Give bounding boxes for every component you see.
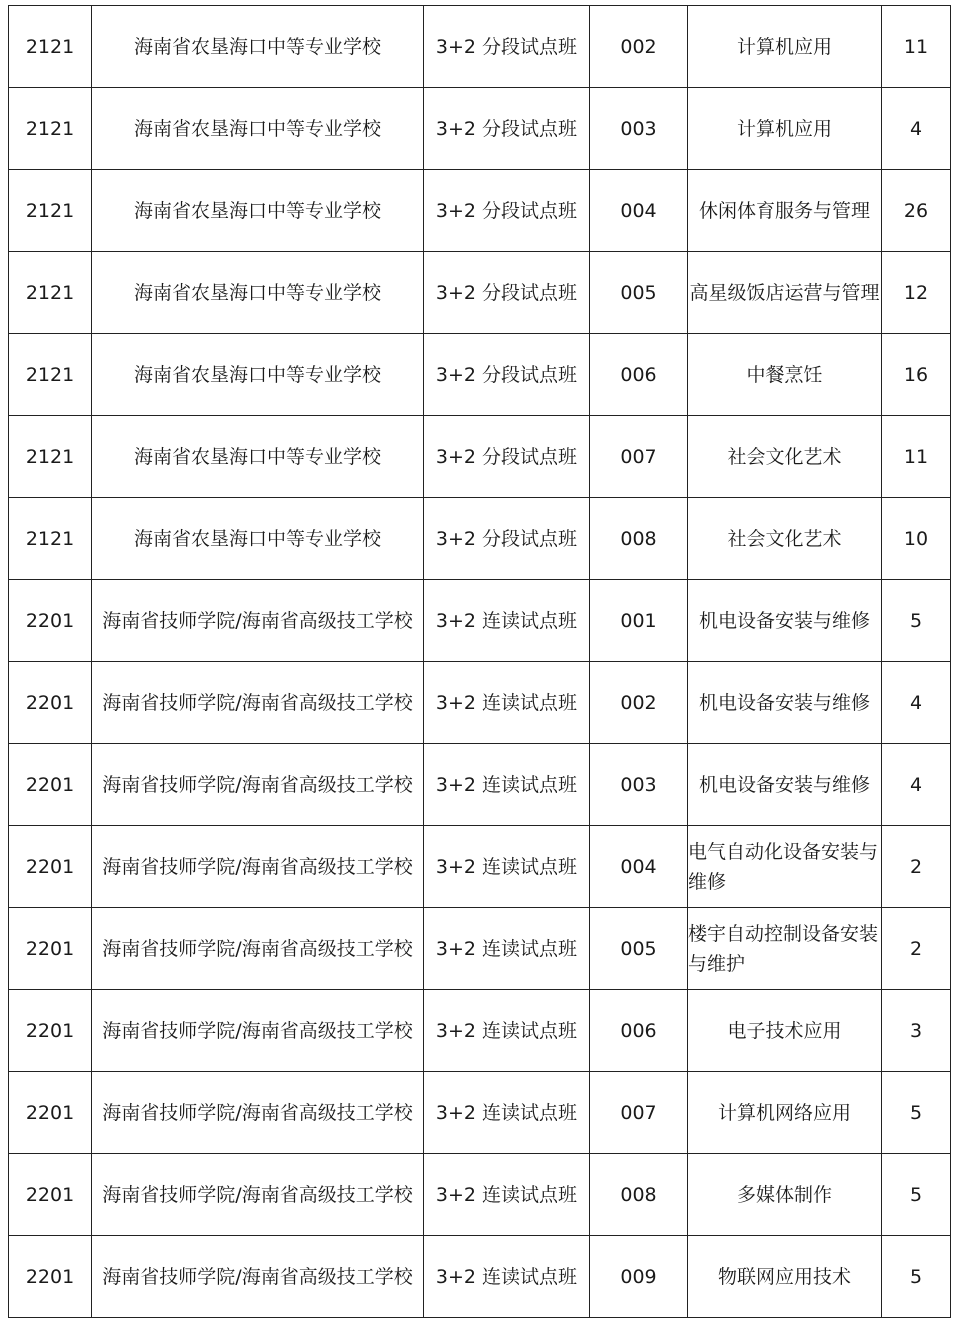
major-name-cell: 机电设备安装与维修 [688,662,882,744]
major-code-cell: 006 [590,334,688,416]
major-code-cell: 007 [590,416,688,498]
major-code-cell: 004 [590,170,688,252]
enrollment-count-cell: 26 [882,170,951,252]
enrollment-count-cell: 4 [882,662,951,744]
table-row [9,1236,951,1318]
school-name-cell: 海南省技师学院/海南省高级技工学校 [92,662,424,744]
school-name-cell: 海南省农垦海口中等专业学校 [92,170,424,252]
major-name-cell: 机电设备安装与维修 [688,744,882,826]
class-type-cell: 3+2 分段试点班 [424,498,590,580]
major-code-cell: 002 [590,6,688,88]
table-row [9,826,951,908]
enrollment-count-cell: 11 [882,416,951,498]
major-code-cell: 008 [590,1154,688,1236]
school-name-cell: 海南省农垦海口中等专业学校 [92,252,424,334]
class-type-cell: 3+2 分段试点班 [424,334,590,416]
major-code-cell: 007 [590,1072,688,1154]
class-type-cell: 3+2 分段试点班 [424,252,590,334]
school-code-cell: 2201 [9,1072,92,1154]
major-name-cell: 休闲体育服务与管理 [688,170,882,252]
major-name-cell: 机电设备安装与维修 [688,580,882,662]
major-name-cell: 计算机应用 [688,6,882,88]
enrollment-count-cell: 2 [882,826,951,908]
major-name-cell: 物联网应用技术 [688,1236,882,1318]
major-code-cell: 003 [590,744,688,826]
major-code-cell: 006 [590,990,688,1072]
school-name-cell: 海南省技师学院/海南省高级技工学校 [92,826,424,908]
table-row [9,990,951,1072]
enrollment-count-cell: 10 [882,498,951,580]
school-code-cell: 2201 [9,908,92,990]
school-code-cell: 2121 [9,252,92,334]
school-name-cell: 海南省农垦海口中等专业学校 [92,334,424,416]
major-code-cell: 005 [590,252,688,334]
school-name-cell: 海南省技师学院/海南省高级技工学校 [92,908,424,990]
major-code-cell: 008 [590,498,688,580]
enrollment-count-cell: 5 [882,1236,951,1318]
school-name-cell: 海南省技师学院/海南省高级技工学校 [92,1236,424,1318]
school-name-cell: 海南省农垦海口中等专业学校 [92,498,424,580]
class-type-cell: 3+2 分段试点班 [424,416,590,498]
school-name-cell: 海南省技师学院/海南省高级技工学校 [92,990,424,1072]
school-code-cell: 2201 [9,580,92,662]
table-row [9,88,951,170]
major-name-cell: 电气自动化设备安装与维修 [688,826,882,908]
enrollment-count-cell: 2 [882,908,951,990]
table-row [9,170,951,252]
class-type-cell: 3+2 分段试点班 [424,88,590,170]
school-name-cell: 海南省技师学院/海南省高级技工学校 [92,580,424,662]
table-row [9,744,951,826]
school-code-cell: 2201 [9,662,92,744]
major-name-cell: 社会文化艺术 [688,416,882,498]
table-row [9,1072,951,1154]
table-row [9,334,951,416]
school-code-cell: 2121 [9,6,92,88]
class-type-cell: 3+2 连读试点班 [424,908,590,990]
school-name-cell: 海南省农垦海口中等专业学校 [92,88,424,170]
school-code-cell: 2121 [9,498,92,580]
major-name-cell: 计算机网络应用 [688,1072,882,1154]
school-code-cell: 2201 [9,744,92,826]
class-type-cell: 3+2 连读试点班 [424,580,590,662]
table-row [9,498,951,580]
enrollment-count-cell: 4 [882,744,951,826]
school-name-cell: 海南省农垦海口中等专业学校 [92,6,424,88]
class-type-cell: 3+2 连读试点班 [424,1072,590,1154]
major-code-cell: 004 [590,826,688,908]
table-row [9,662,951,744]
enrollment-table [8,5,951,1318]
table-row [9,6,951,88]
class-type-cell: 3+2 连读试点班 [424,662,590,744]
table-row [9,416,951,498]
school-name-cell: 海南省技师学院/海南省高级技工学校 [92,1072,424,1154]
enrollment-count-cell: 3 [882,990,951,1072]
school-name-cell: 海南省农垦海口中等专业学校 [92,416,424,498]
table-row [9,908,951,990]
enrollment-count-cell: 5 [882,580,951,662]
school-code-cell: 2121 [9,88,92,170]
school-code-cell: 2121 [9,334,92,416]
enrollment-table-body [9,6,951,1318]
major-code-cell: 003 [590,88,688,170]
school-name-cell: 海南省技师学院/海南省高级技工学校 [92,1154,424,1236]
school-code-cell: 2121 [9,416,92,498]
class-type-cell: 3+2 分段试点班 [424,6,590,88]
major-name-cell: 多媒体制作 [688,1154,882,1236]
school-code-cell: 2121 [9,170,92,252]
class-type-cell: 3+2 连读试点班 [424,990,590,1072]
major-name-cell: 社会文化艺术 [688,498,882,580]
school-code-cell: 2201 [9,826,92,908]
table-row [9,252,951,334]
table-row [9,1154,951,1236]
school-name-cell: 海南省技师学院/海南省高级技工学校 [92,744,424,826]
school-code-cell: 2201 [9,1236,92,1318]
major-name-cell: 计算机应用 [688,88,882,170]
major-name-cell: 楼宇自动控制设备安装与维护 [688,908,882,990]
major-code-cell: 005 [590,908,688,990]
class-type-cell: 3+2 连读试点班 [424,744,590,826]
major-code-cell: 002 [590,662,688,744]
table-row [9,580,951,662]
enrollment-count-cell: 11 [882,6,951,88]
class-type-cell: 3+2 连读试点班 [424,1236,590,1318]
enrollment-count-cell: 5 [882,1072,951,1154]
class-type-cell: 3+2 连读试点班 [424,1154,590,1236]
enrollment-count-cell: 12 [882,252,951,334]
enrollment-count-cell: 16 [882,334,951,416]
major-code-cell: 001 [590,580,688,662]
school-code-cell: 2201 [9,1154,92,1236]
enrollment-count-cell: 4 [882,88,951,170]
class-type-cell: 3+2 分段试点班 [424,170,590,252]
school-code-cell: 2201 [9,990,92,1072]
enrollment-count-cell: 5 [882,1154,951,1236]
major-name-cell: 电子技术应用 [688,990,882,1072]
major-name-cell: 中餐烹饪 [688,334,882,416]
major-code-cell: 009 [590,1236,688,1318]
major-name-cell: 高星级饭店运营与管理 [688,252,882,334]
class-type-cell: 3+2 连读试点班 [424,826,590,908]
